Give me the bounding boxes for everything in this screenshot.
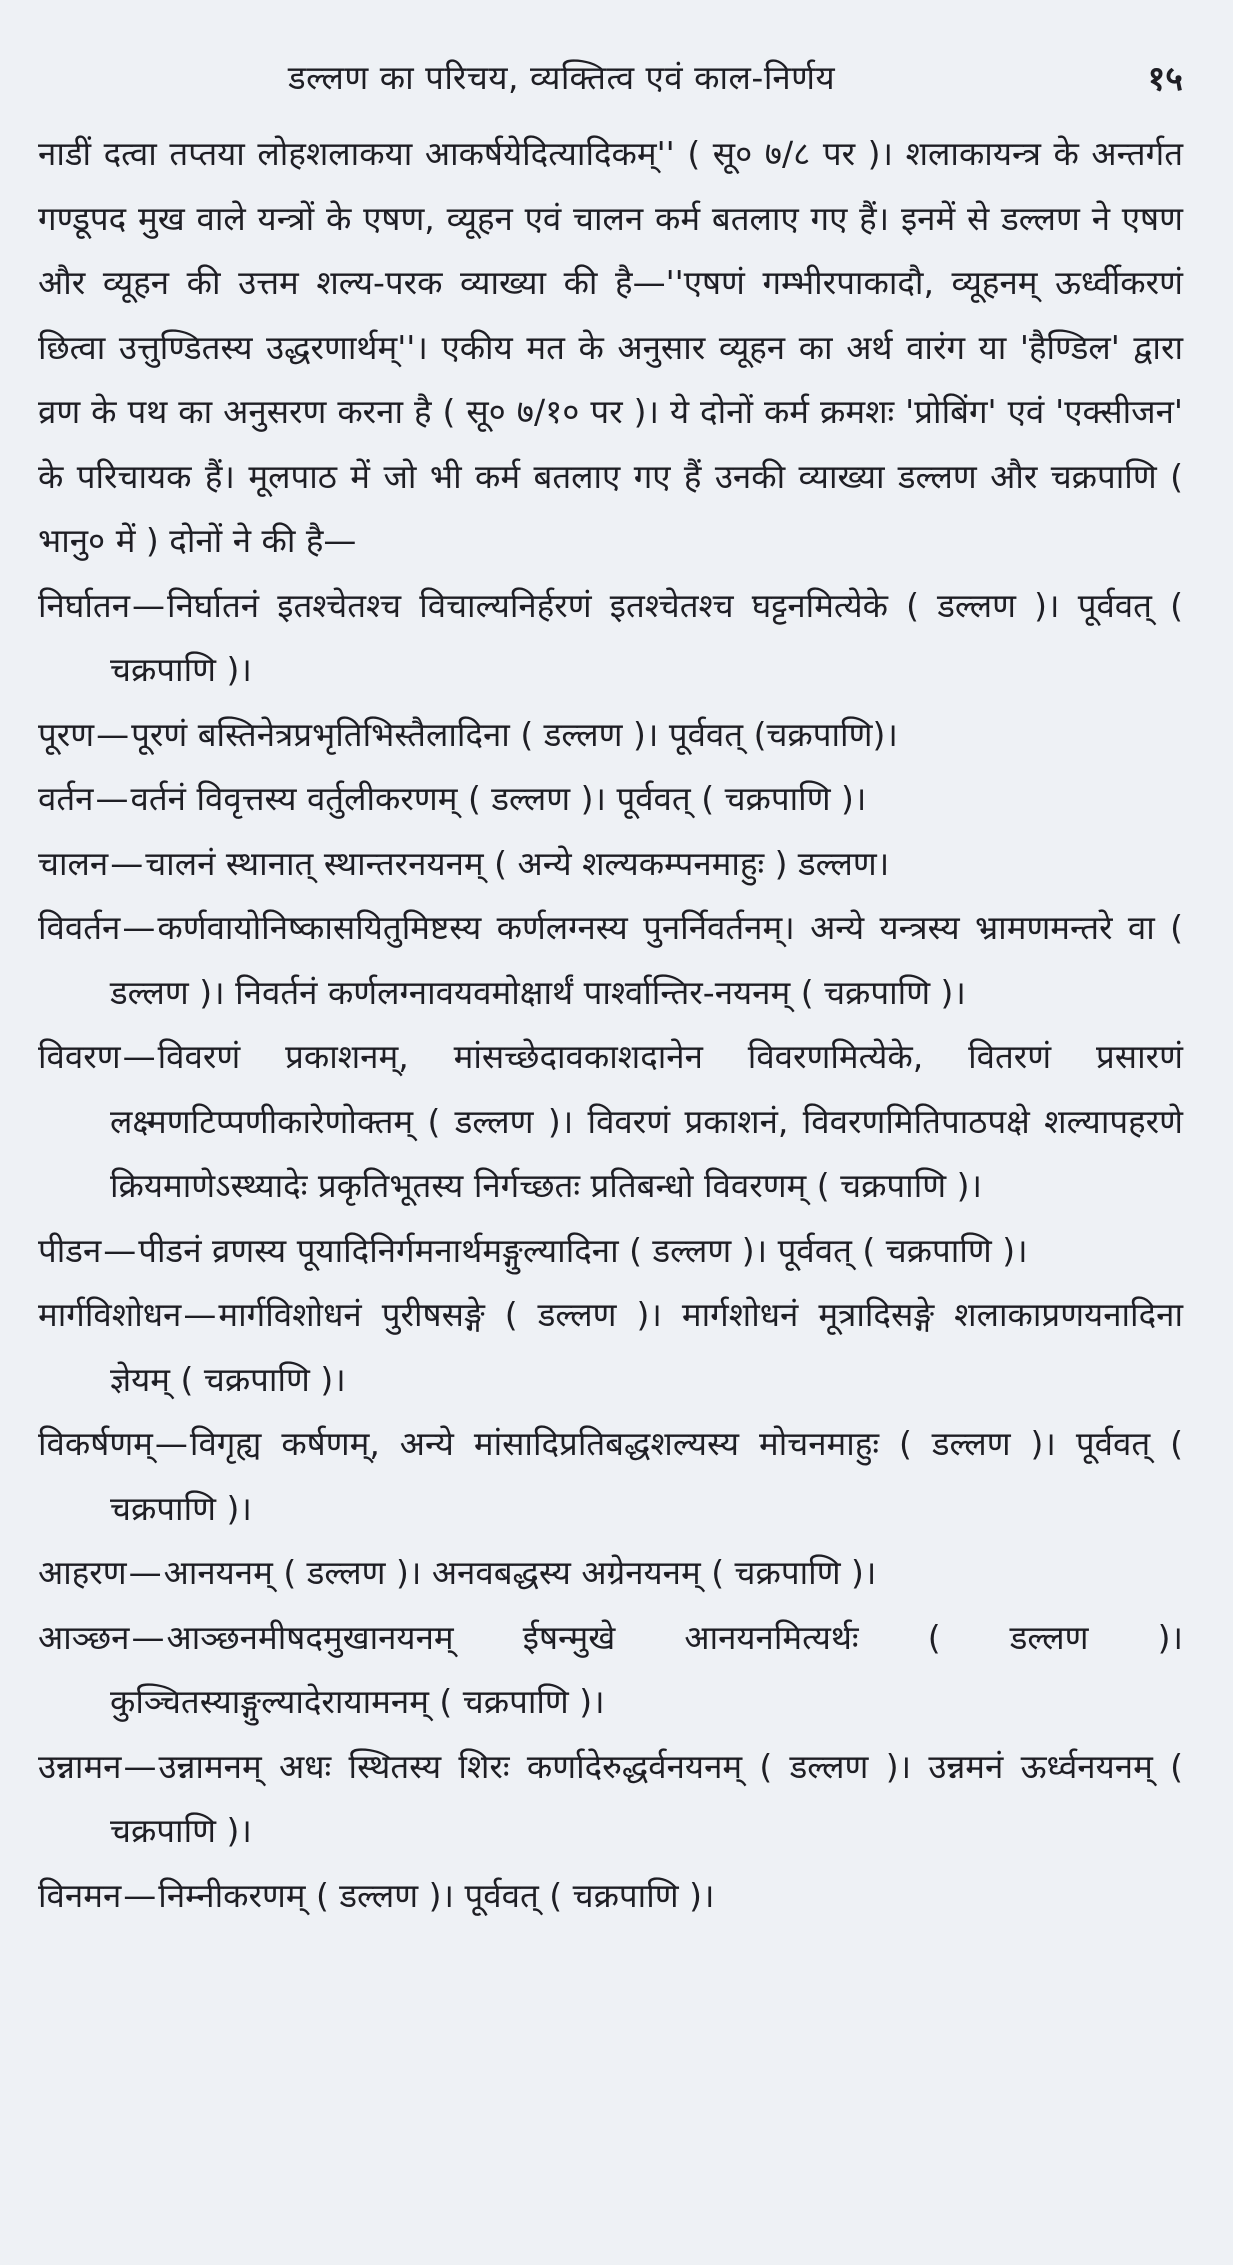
entry-vartan <box>38 767 1183 832</box>
entry-puran <box>38 703 1183 768</box>
entry-term: उन्नामन <box>38 1746 122 1786</box>
entry-term: निर्घातन <box>38 585 131 625</box>
entry-peedan <box>38 1219 1183 1284</box>
entry-text: चालनं स्थानात् स्थान्तरनयनम् ( अन्ये शल्यकम्पनमाहुः ) डल्लण। <box>145 843 890 883</box>
entry-vikarshanam <box>38 1412 1183 1541</box>
entry-text: मार्गविशोधनं पुरीषसङ्गे ( डल्लण )। मार्गशोधनं मूत्रादिसङ्गे शलाकाप्रणयनादिना ज्ञेयम् ( चक्रपाणि )। <box>110 1295 1183 1399</box>
entry-vivaran <box>38 1025 1183 1219</box>
entry-text: आञ्छनमीषदमुखानयनम् ईषन्मुखे आनयनमित्यर्थः ( डल्लण )। कुञ्चितस्याङ्गुल्यादेरायामनम् ( चक्रपाणि )। <box>110 1617 1183 1721</box>
entry-term: वर्तन <box>38 779 94 818</box>
entry-term: विवरण <box>38 1037 121 1076</box>
entry-nirghatan <box>38 574 1183 703</box>
entry-term: पूरण <box>38 714 95 754</box>
entry-chalan <box>38 832 1183 897</box>
entry-separator: — <box>131 1617 165 1657</box>
entry-text: निम्नीकरणम् ( डल्लण )। पूर्ववत् ( चक्रपाणि )। <box>158 1875 715 1915</box>
entry-text: उन्नामनम् अधः स्थितस्य शिरः कर्णादेरुद्धर्वनयनम् ( डल्लण )। उन्नमनं ऊर्ध्वनयनम् ( चक्रपाणि )। <box>110 1746 1183 1850</box>
entry-term: मार्गविशोधन <box>38 1295 182 1334</box>
entry-separator: — <box>132 585 166 625</box>
entry-separator: — <box>110 843 144 883</box>
entry-separator: — <box>123 1746 157 1786</box>
entry-text: वर्तनं विवृत्तस्य वर्तुलीकरणम् ( डल्लण )। पूर्ववत् ( चक्रपाणि )। <box>130 779 867 818</box>
entry-text: कर्णवायोनिष्कासयितुमिष्टस्य कर्णलग्नस्य पुनर्निवर्तनम्। अन्ये यन्त्रस्य भ्रामणमन्तरे वा ( डल्लण )। निवर्तनं कर्णलग्नावयवमोक्षार्थं पार्श्वान्तिर-नयनम् ( चक्रपाणि )। <box>110 908 1183 1012</box>
entry-separator: — <box>154 1424 188 1463</box>
entry-margvishodhan <box>38 1283 1183 1412</box>
intro-paragraph: नाडीं दत्वा तप्तया लोहशलाकया आकर्षयेदित्यादिकम्'' ( सू० ७/८ पर )। शलाकायन्त्र के अन्तर्गत गण्डूपद मुख वाले यन्त्रों के एषण, व्यूहन एवं चालन कर्म बतलाए गए हैं। इनमें से डल्लण ने एषण और व्यूहन की उत्तम शल्य-परक व्याख्या की है—''एषणं गम्भीरपाकादौ, व्यूहनम् ऊर्ध्वीकरणं छित्वा उत्तुण्डितस्य उद्धरणार्थम्''। एकीय मत के अनुसार व्यूहन का अर्थ वारंग या 'हैण्डिल' द्वारा व्रण के पथ का अनुसरण करना है ( सू० ७/१० पर )। ये दोनों कर्म क्रमशः 'प्रोबिंग' एवं 'एक्सीजन' के परिचायक हैं। मूलपाठ में जो भी कर्म बतलाए गए हैं उनकी व्याख्या डल्लण और चक्रपाणि ( भानु० में ) दोनों ने की है— <box>38 134 1183 560</box>
entry-separator: — <box>183 1295 217 1334</box>
entry-term: विनमन <box>38 1875 122 1915</box>
entry-term: विवर्तन <box>38 908 121 947</box>
page-number: १५ <box>1147 59 1183 99</box>
entry-text: विगृह्य कर्षणम्, अन्ये मांसादिप्रतिबद्धशल्यस्य मोचनमाहुः ( डल्लण )। पूर्ववत् ( चक्रपाणि )। <box>110 1424 1183 1528</box>
entry-anchhan <box>38 1606 1183 1735</box>
entry-separator: — <box>128 1553 162 1592</box>
running-title: डल्लण का परिचय, व्यक्तित्व एवं काल-निर्णय <box>288 58 836 97</box>
entry-text: पीडनं व्रणस्य पूयादिनिर्गमनार्थमङ्गुल्यादिना ( डल्लण )। पूर्ववत् ( चक्रपाणि )। <box>138 1230 1028 1270</box>
entry-separator: — <box>96 714 130 754</box>
entry-vinaman <box>38 1864 1183 1929</box>
entry-separator: — <box>123 1875 157 1915</box>
entry-aharan <box>38 1541 1183 1606</box>
entry-text: आनयनम् ( डल्लण )। अनवबद्धस्य अग्रेनयनम् ( चक्रपाणि )। <box>163 1553 877 1592</box>
entry-vivartan <box>38 896 1183 1025</box>
entry-unnaman <box>38 1735 1183 1864</box>
entry-text: पूरणं बस्तिनेत्रप्रभृतिभिस्तैलादिना ( डल्लण )। पूर्ववत् (चक्रपाणि)। <box>131 714 898 754</box>
entry-term: पीडन <box>38 1230 102 1270</box>
entry-separator: — <box>95 779 129 818</box>
entry-text: विवरणं प्रकाशनम्, मांसच्छेदावकाशदानेन विवरणमित्येके, वितरणं प्रसारणं लक्ष्मणटिप्पणीकारेणोक्तम् ( डल्लण )। विवरणं प्रकाशनं, विवरणमितिपाठपक्षे शल्यापहरणे क्रियमाणेऽस्थ्यादेः प्रकृतिभूतस्य निर्गच्छतः प्रतिबन्धो विवरणम् ( चक्रपाणि )। <box>110 1037 1183 1205</box>
entry-separator: — <box>103 1230 137 1270</box>
entry-separator: — <box>122 908 156 947</box>
entry-term: चालन <box>38 843 109 883</box>
entry-term: आञ्छन <box>38 1617 130 1657</box>
page-header <box>38 48 1183 118</box>
entry-term: आहरण <box>38 1553 127 1592</box>
entry-separator: — <box>122 1037 156 1076</box>
entry-text: निर्घातनं इतश्चेतश्च विचाल्यनिर्हरणं इतश्चेतश्च घट्टनमित्येके ( डल्लण )। पूर्ववत् ( चक्रपाणि )। <box>110 585 1183 689</box>
entry-term: विकर्षणम् <box>38 1424 153 1463</box>
